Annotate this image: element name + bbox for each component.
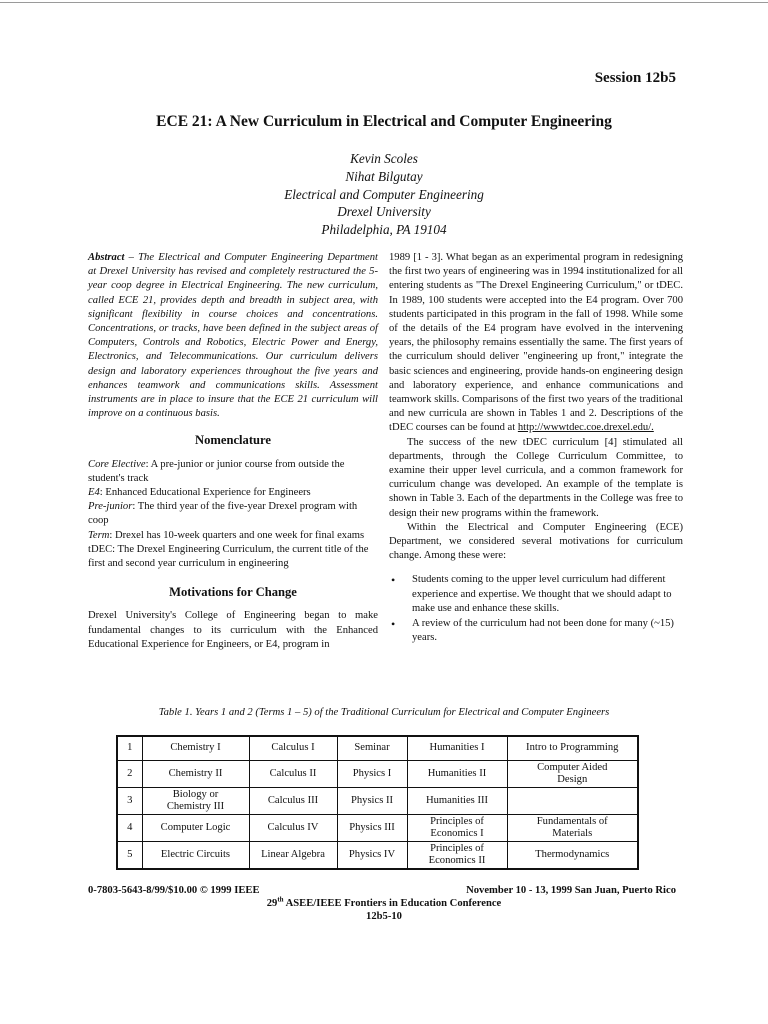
table-cell: Fundamentals of Materials: [507, 814, 638, 841]
nomenclature-item: Term: Drexel has 10-week quarters and one week for final exams: [88, 529, 365, 541]
table-cell: Seminar: [337, 736, 407, 760]
left-column: [88, 251, 378, 652]
term-number: 1: [117, 736, 142, 760]
footer-conference-name: 29th ASEE/IEEE Frontiers in Education Conference: [266, 895, 502, 909]
table-cell: Humanities I: [407, 736, 507, 760]
abstract-label: Abstract: [88, 252, 125, 263]
table-cell: [507, 787, 638, 814]
motivation-list: [389, 573, 683, 645]
paper-title: ECE 21: A New Curriculum in Electrical and Computer Engineering: [156, 113, 612, 130]
nomenclature-heading: Nomenclature: [194, 433, 271, 448]
table-cell: Biology or Chemistry III: [142, 787, 249, 814]
motivations-paragraph: Drexel University's College of Engineering began to make fundamental changes to its curriculum with the Enhanced Educational Experience for Engineers, or E4, program in: [88, 610, 378, 650]
table-row: [117, 787, 638, 814]
author-name: Kevin Scoles: [350, 151, 418, 166]
table-row: [117, 760, 638, 787]
nomenclature-item: tDEC: The Drexel Engineering Curriculum, the current title of the first and second year curriculum in engineering: [88, 543, 369, 570]
table-cell: Electric Circuits: [142, 841, 249, 869]
term-number: 3: [117, 787, 142, 814]
footer-center: [0, 897, 768, 923]
footer-page-number: 12b5-10: [366, 911, 402, 922]
footer-conference-date: November 10 - 13, 1999 San Juan, Puerto Rico: [466, 885, 676, 896]
table-cell: Chemistry I: [142, 736, 249, 760]
author-block: [0, 150, 768, 239]
table-cell: Computer Aided Design: [507, 760, 638, 787]
term-number: 4: [117, 814, 142, 841]
term-number: 5: [117, 841, 142, 869]
nomenclature-item: Pre-junior: The third year of the five-year Drexel program with coop: [88, 501, 358, 527]
motivations-heading: Motivations for Change: [169, 585, 297, 600]
table-row: [117, 736, 638, 760]
curriculum-table: [116, 735, 639, 870]
table-cell: Principles of Economics II: [407, 841, 507, 869]
table-cell: Humanities III: [407, 787, 507, 814]
body-paragraph: 1989 [1 - 3]. What began as an experimental program in redesigning the first two years of engineering was in 1994 institutionalized for all entering students as "The Drexel Engineering Curriculum," or tDEC. In 1989, 100 students were accepted into the E4 program. Over 700 students participated in this program in the fall of 1998. While some of the details of the E4 program have evolved in the intervening years, the philosophy remains essentially the same. The first years of the curriculum should deliver "engineering up front," integrate the basic sciences and engineering, provide hands-on engineering design and laboratory experience, and enhance communications and teamwork skills. Comparisons of the first two years of the traditional and new curricula are shown in Tables 1 and 2. Descriptions of the tDEC courses can be found at http://wwwtdec.coe.drexel.edu/.: [389, 252, 683, 434]
abstract: [88, 251, 378, 421]
author-department: Electrical and Computer Engineering: [284, 186, 484, 202]
session-label: Session 12b5: [594, 70, 676, 86]
table-cell: Calculus IV: [249, 814, 337, 841]
table-cell: Humanities II: [407, 760, 507, 787]
table-cell: Chemistry II: [142, 760, 249, 787]
abstract-text: – The Electrical and Computer Engineering Department at Drexel University has revised and completely restructured the 5-year coop degree in Electrical Engineering. The new curriculum, called ECE 21, provides depth and breadth in subject area, with significant flexibility in course choices and concentrations. Concentrations, or tracks, have been defined in the subject areas of Computers, Controls and Robotics, Electric Power and Energy, Electronics, and Telecommunications. Our curriculum delivers design and laboratory experiences throughout the five years and enhances teamwork and communications skills. Assessment instruments are in place to insure that the ECE 21 curriculum will improve on a continuous basis.: [88, 252, 378, 420]
nomenclature-item: E4: Enhanced Educational Experience for Engineers: [88, 487, 311, 499]
table-row: [117, 814, 638, 841]
table-cell: Calculus I: [249, 736, 337, 760]
nomenclature-item: Core Elective: A pre-junior or junior course from outside the student's track: [88, 458, 345, 484]
list-item: • Students coming to the upper level curriculum had different experience and expertise. We thought that we should adapt to make use and enhance these skills.: [389, 573, 683, 616]
body-paragraph: Within the Electrical and Computer Engineering (ECE) Department, we considered several motivations for curriculum change. Among these were:: [389, 521, 683, 562]
table-cell: Physics II: [337, 787, 407, 814]
table-cell: Computer Logic: [142, 814, 249, 841]
right-column: [389, 251, 683, 646]
table-cell: Physics IV: [337, 841, 407, 869]
table-cell: Principles of Economics I: [407, 814, 507, 841]
author-name: Nihat Bilgutay: [345, 168, 423, 184]
table-cell: Linear Algebra: [249, 841, 337, 869]
body-paragraph: The success of the new tDEC curriculum [4] stimulated all departments, through the College Curriculum Committee, to examine their upper level curricula, and a common framework for curriculum change was developed. An example of the template is shown in Table 3. Each of the departments in the College was free to design their new programs within the framework.: [389, 436, 683, 519]
table-cell: Calculus III: [249, 787, 337, 814]
table-row: [117, 841, 638, 869]
author-location: Philadelphia, PA 19104: [321, 222, 447, 238]
list-item: • A review of the curriculum had not been done for many (~15) years.: [389, 617, 683, 645]
footer-copyright: 0-7803-5643-8/99/$10.00 © 1999 IEEE: [88, 885, 260, 896]
nomenclature-list: [88, 458, 378, 572]
author-university: Drexel University: [337, 204, 431, 220]
table-cell: Intro to Programming: [507, 736, 638, 760]
top-rule: [0, 2, 768, 3]
table-cell: Calculus II: [249, 760, 337, 787]
table-cell: Physics III: [337, 814, 407, 841]
table-caption: Table 1. Years 1 and 2 (Terms 1 – 5) of the Traditional Curriculum for Electrical and Computer Engineers: [158, 707, 610, 718]
table-cell: Physics I: [337, 760, 407, 787]
term-number: 2: [117, 760, 142, 787]
table-cell: Thermodynamics: [507, 841, 638, 869]
tdec-url-link[interactable]: http://wwwtdec.coe.drexel.edu/.: [517, 422, 654, 434]
